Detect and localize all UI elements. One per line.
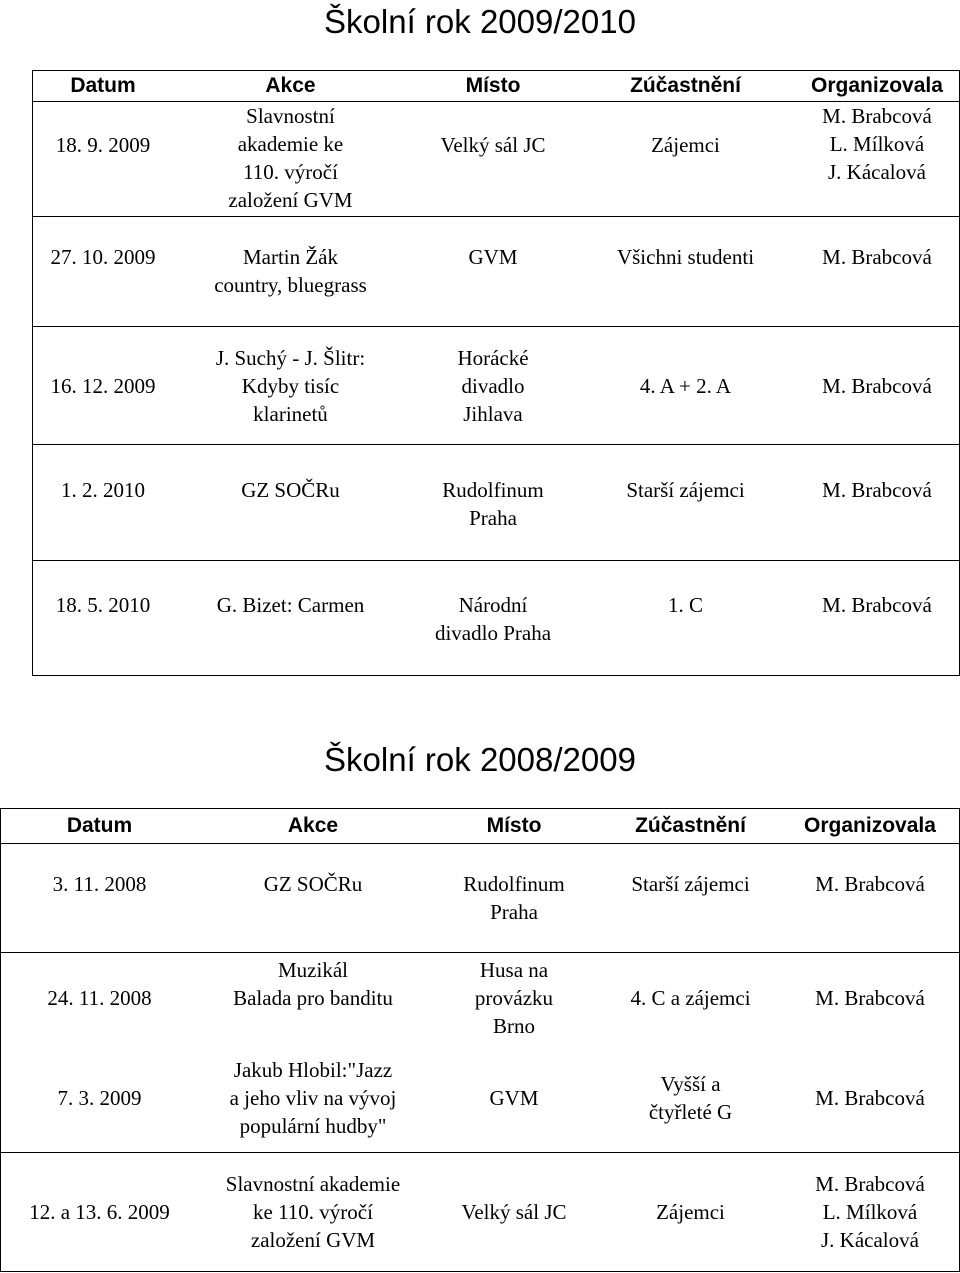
event-cell: Jakub Hlobil:"Jazz a jeho vliv na vývoj populární hudby"	[229, 1057, 397, 1138]
place-cell: Horácké divadlo Jihlava	[457, 345, 529, 426]
event-cell: GZ SOČRu	[241, 478, 340, 502]
participants-cell: Všichni studenti	[616, 245, 755, 269]
table-row	[1, 844, 959, 953]
header-datum: Datum	[70, 74, 136, 97]
header-zucastneni: Zúčastnění	[635, 814, 746, 837]
table-row	[33, 445, 959, 561]
place-cell: Národní divadlo Praha	[434, 593, 552, 645]
participants-cell: Vyšší a čtyřleté G	[648, 1071, 733, 1124]
participants-cell: Starší zájemci	[631, 872, 750, 896]
header-akce: Akce	[287, 814, 339, 837]
participants-cell: Starší zájemci	[626, 478, 745, 502]
organizer-cell: M. Brabcová	[815, 872, 925, 896]
place-cell: Velký sál JC	[440, 133, 546, 157]
table-header	[1, 809, 959, 844]
date-cell: 7. 3. 2009	[57, 1085, 142, 1110]
event-cell: Slavnostní akademie ke 110. výročí založení GVM	[228, 104, 353, 212]
event-cell: GZ SOČRu	[263, 872, 363, 896]
place-cell: Rudolfinum Praha	[463, 872, 565, 924]
organizer-cell: M. Brabcová	[822, 593, 932, 617]
organizer-cell: M. Brabcová	[822, 245, 932, 269]
place-cell: Rudolfinum Praha	[442, 478, 544, 530]
table-row	[1, 1153, 959, 1271]
event-cell: Slavnostní akademie ke 110. výročí založení GVM	[225, 1172, 401, 1252]
participants-cell: Zájemci	[656, 1200, 725, 1224]
events-table-2008-2009	[0, 808, 960, 1272]
event-cell: Martin Žák country, bluegrass	[214, 245, 367, 297]
table-row	[33, 102, 959, 217]
organizer-cell: M. Brabcová L. Mílková J. Kácalová	[815, 1172, 925, 1252]
participants-cell: Zájemci	[651, 133, 720, 157]
date-cell: 16. 12. 2009	[50, 373, 156, 398]
event-cell: Muzikál Balada pro banditu	[233, 958, 393, 1010]
event-cell: J. Suchý - J. Šlitr: Kdyby tisíc klarinetů	[215, 345, 366, 426]
date-cell: 12. a 13. 6. 2009	[29, 1200, 170, 1224]
place-cell: GVM	[468, 245, 518, 269]
table-row	[33, 561, 959, 675]
participants-cell: 1. C	[667, 593, 703, 617]
date-cell: 1. 2. 2010	[61, 478, 145, 502]
section-title-2008-2009: Školní rok 2008/2009	[324, 741, 636, 778]
organizer-cell: M. Brabcová L. Mílková J. Kácalová	[822, 104, 932, 184]
date-cell: 3. 11. 2008	[52, 872, 147, 896]
table-row	[33, 216, 959, 327]
header-organizovala: Organizovala	[811, 74, 943, 97]
organizer-cell: M. Brabcová	[822, 478, 932, 502]
header-datum: Datum	[66, 814, 133, 837]
header-akce: Akce	[265, 74, 316, 97]
date-cell: 18. 5. 2010	[55, 593, 151, 617]
header-organizovala: Organizovala	[804, 814, 936, 837]
header-zucastneni: Zúčastnění	[630, 74, 741, 97]
date-cell: 27. 10. 2009	[50, 245, 156, 269]
events-table-2009-2010	[32, 70, 960, 676]
date-cell: 18. 9. 2009	[55, 133, 151, 157]
organizer-cell: M. Brabcová	[822, 373, 932, 398]
organizer-cell: M. Brabcová	[815, 1085, 925, 1110]
header-misto: Místo	[465, 74, 521, 97]
place-cell: GVM	[489, 1085, 539, 1110]
table-row	[33, 327, 959, 445]
participants-cell: 4. A + 2. A	[639, 373, 732, 398]
header-misto: Místo	[486, 814, 542, 837]
event-cell: G. Bizet: Carmen	[216, 593, 365, 617]
date-cell: 24. 11. 2008	[47, 986, 152, 1010]
table-row	[1, 953, 959, 1043]
section-title-2009-2010: Školní rok 2009/2010	[324, 3, 636, 40]
place-cell: Husa na provázku Brno	[474, 958, 554, 1038]
place-cell: Velký sál JC	[461, 1200, 567, 1224]
organizer-cell: M. Brabcová	[815, 986, 925, 1010]
table-row	[1, 1043, 959, 1153]
participants-cell: 4. C a zájemci	[630, 986, 751, 1010]
table-header	[33, 71, 959, 102]
